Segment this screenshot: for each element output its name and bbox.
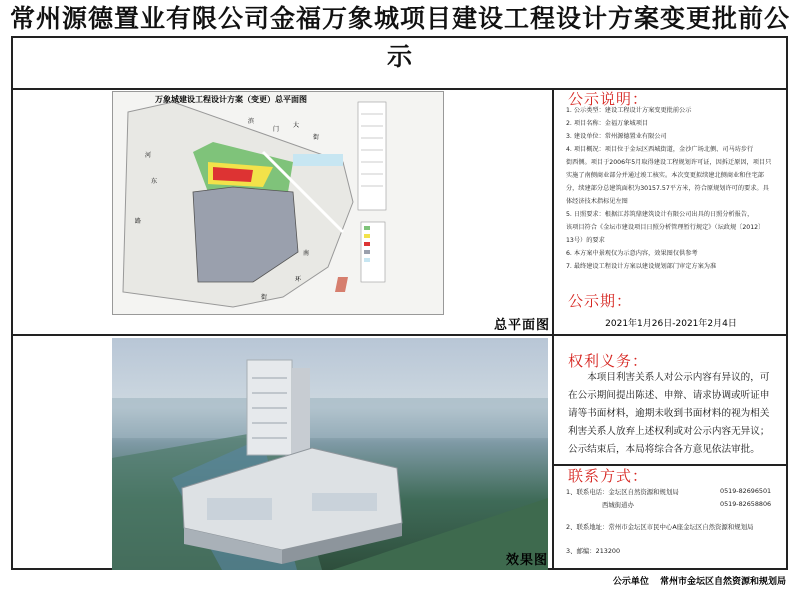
list-item: 5. 日照要求：根据江苏筑鼎建筑设计有限公司出具的日照分析报告， [566,211,754,218]
contact-heading: 联系方式： [568,467,649,485]
contact-postcode: 3、邮编：213200 [566,547,621,555]
list-item: 7. 最终建设工程设计方案以建设规划部门审定方案为准 [566,263,717,270]
list-item: 1. 公示类型：建设工程设计方案变更批前公示 [566,107,692,114]
list-item: 2. 项目名称：金福万象城项目 [566,120,649,127]
footer-org: 常州市金坛区自然资源和规划局 [659,577,786,587]
divider [11,334,788,336]
list-item: 13号）的要求 [566,237,605,244]
rendering-image [112,338,548,570]
road-label: 街 [261,294,268,301]
list-item: 3. 建设单位：常州源德置业有限公司 [566,133,667,140]
contact-address: 2、联系地址：常州市金坛区市民中心A座金坛区自然资源和规划局 [566,523,754,531]
list-item: 街西侧。项目于2006年5月取得建设工程规划许可证，因拆迁原因，项目只 [566,159,772,166]
rendering-caption: 效果图 [506,553,549,568]
road-label: 大 [293,122,300,129]
road-label: 路 [135,218,142,225]
divider [552,88,554,570]
road-label: 滨 [248,118,255,125]
list-item: 该项目符合《金坛市建设项目日照分析管理暂行规定》（坛政规〔2012〕 [566,224,765,231]
contact-phone-label: 1、联系电话：金坛区自然资源和规划局 [566,488,679,496]
list-item: 体经济技术指标见左图 [566,198,628,205]
road-label: 环 [295,276,302,283]
site-plan-image [112,91,444,315]
footer [605,574,786,587]
page-title: 常州源德置业有限公司金福万象城项目建设工程设计方案变更批前公示 [9,4,790,71]
list-item: 6. 本方案中景观仅为示意内容，效果图仅供参考 [566,250,698,257]
site-plan-caption: 总平面图 [494,318,551,333]
period-dates: 2021年1月26日-2021年2月4日 [605,319,737,329]
road-label: 东 [151,178,158,185]
contact-phone2: 0519-82658806 [720,500,772,508]
period-heading: 公示期： [568,292,633,310]
contact-phone2-label: 西城街道办 [602,501,634,509]
rights-body: 本项目利害关系人对公示内容有异议的，可在公示期间提出陈述、申辩、请求协调或听证申请等书面材料，逾期未收到书面材料的视为相关利害关系人放弃上述权利或对公示内容无异议；公示结束后，本局将综合各方意见依法审批。 [568,372,770,455]
list-item: 4. 项目概况：项目位于金坛区西城街道，金沙广场北侧、司马坊步行 [566,146,754,153]
road-label: 门 [273,126,280,133]
contact-phone: 0519-82696501 [720,487,772,495]
road-label: 南 [303,250,310,257]
rights-heading: 权利义务： [568,352,649,370]
notice-heading: 公示说明： [568,90,649,108]
footer-label: 公示单位 [612,577,649,587]
road-label: 街 [313,134,320,141]
site-plan-title: 万象城建设工程设计方案（变更）总平面图 [155,95,307,104]
rendering-drawing [112,338,548,570]
list-item: 实施了南侧商业部分并通过竣工核实。本次变更拟续建北侧商业和住宅部 [566,172,764,179]
road-label: 河 [145,152,152,159]
divider [11,88,788,90]
list-item: 分，续建部分总建筑面积为30157.57平方米，符合原规划许可的要求。具 [566,185,769,192]
notice-list [566,104,780,273]
